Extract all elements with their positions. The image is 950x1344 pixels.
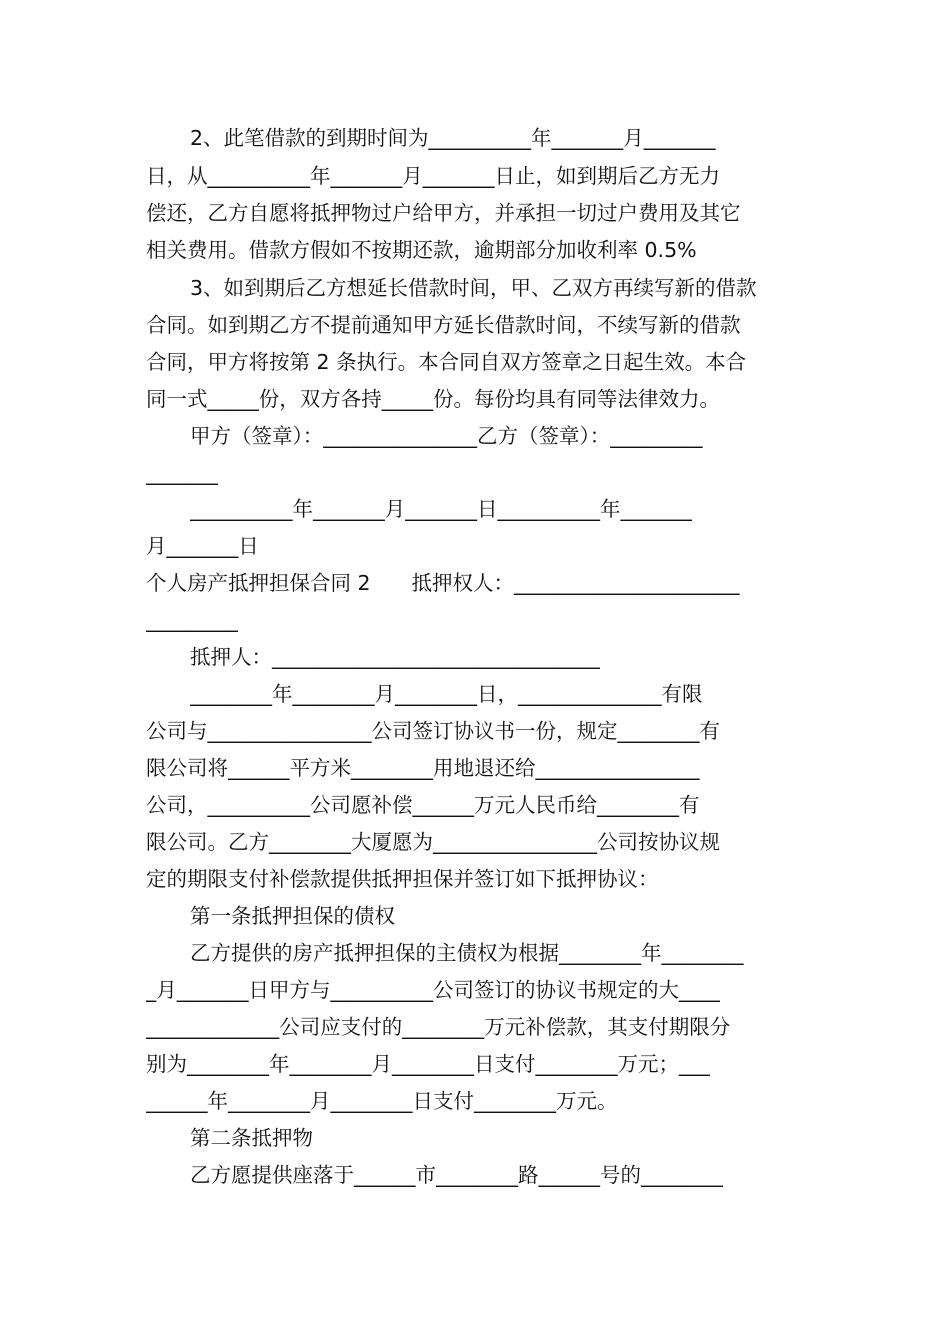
text-line: 合同。如到期乙方不提前通知甲方延长借款时间，不续写新的借款 (146, 313, 741, 337)
text-line: 相关费用。借款方假如不按期还款，逾期部分加收利率 0.5% (146, 238, 697, 262)
text-line: ______年________月________日支付________万元。 (146, 1089, 618, 1113)
mortgagor-line: 抵押人：________________________________ (190, 645, 600, 669)
text-line: 日，从__________年_______月_______日止，如到期后乙方无力 (146, 164, 720, 188)
text-line: 2、此笔借款的到期时间为__________年_______月_______ (190, 126, 716, 150)
article-heading: 第二条抵押物 (190, 1126, 313, 1150)
date-line: 月_______日 (146, 534, 259, 558)
text-line: 别为________年________月________日支付________万元；___ (146, 1052, 710, 1076)
text-line: 乙方提供的房产抵押担保的主债权为根据________年________ (190, 941, 744, 965)
text-line: _________ (146, 608, 239, 632)
signature-line: 甲方（签章）：_______________乙方（签章）：_________ (190, 424, 703, 448)
text-line: 乙方愿提供座落于______市________路______号的________ (190, 1163, 723, 1187)
text-line: 公司与________________公司签订协议书一份，规定________有 (146, 719, 720, 743)
article-heading: 第一条抵押担保的债权 (190, 904, 395, 928)
contract-title: 个人房产抵押担保合同 2 抵押权人：______________________ (146, 571, 740, 595)
text-line: ________年________月________日，______________有限 (190, 682, 703, 706)
text-line: 同一式_____份，双方各持_____份。每份均具有同等法律效力。 (146, 387, 720, 411)
text-line: 限公司。乙方________大厦愿为________________公司按协议规 (146, 830, 720, 854)
text-line: 公司，__________公司愿补偿______万元人民币给________有 (146, 793, 700, 817)
date-line: __________年_______月_______日__________年_______ (190, 497, 693, 521)
text-line: 3、如到期后乙方想延长借款时间，甲、乙双方再续写新的借款 (190, 276, 757, 300)
signature-line: _______ (146, 461, 218, 485)
text-line: _月_______日甲方与__________公司签订的协议书规定的大____ (146, 978, 720, 1002)
text-line: 合同，甲方将按第 2 条执行。本合同自双方签章之日起生效。本合 (146, 350, 747, 374)
text-line: 定的期限支付补偿款提供抵押担保并签订如下抵押协议： (146, 867, 659, 891)
text-line: 限公司将______平方米________用地退还给________________ (146, 756, 700, 780)
text-line: _____________公司应支付的________万元补偿款，其支付期限分 (146, 1015, 731, 1039)
text-line: 偿还，乙方自愿将抵押物过户给甲方，并承担一切过户费用及其它 (146, 201, 741, 225)
